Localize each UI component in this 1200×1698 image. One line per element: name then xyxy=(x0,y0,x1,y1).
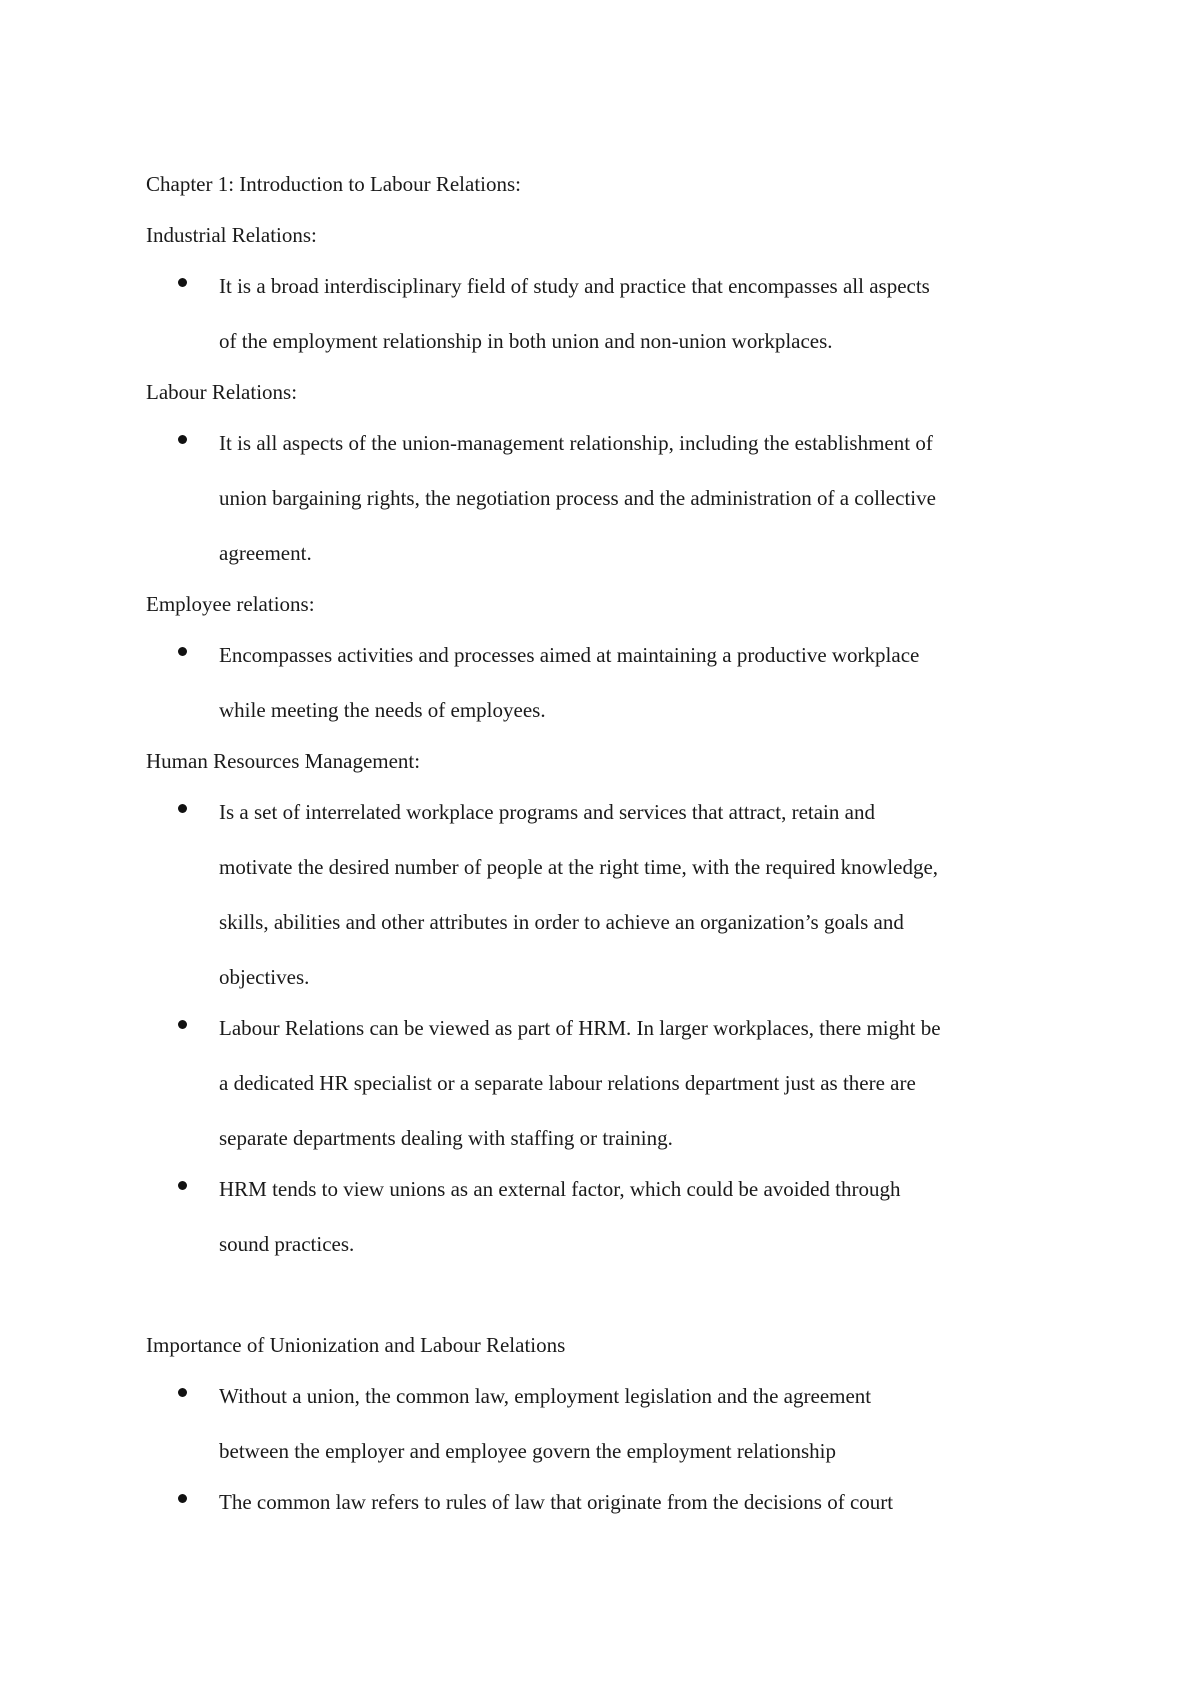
bullet-text-line: while meeting the needs of employees. xyxy=(219,698,546,722)
section-heading-importance-of-unionization: Importance of Unionization and Labour Relations xyxy=(146,1333,566,1357)
bullet-text-line: It is a broad interdisciplinary field of study and practice that encompasses all aspects xyxy=(219,274,930,298)
bullet-text-line: It is all aspects of the union-management relationship, including the establishment of xyxy=(219,431,933,455)
section-heading-industrial-relations: Industrial Relations: xyxy=(146,223,317,247)
bullet-icon xyxy=(178,1492,192,1506)
bullet-text-line: motivate the desired number of people at the right time, with the required knowledge, xyxy=(219,855,939,879)
bullet-text-line: between the employer and employee govern the employment relationship xyxy=(219,1439,836,1463)
section-heading-employee-relations: Employee relations: xyxy=(146,592,315,616)
bullet-text-line: objectives. xyxy=(219,965,310,989)
bullet-text-line: a dedicated HR specialist or a separate labour relations department just as there are xyxy=(219,1071,916,1095)
bullet-text-line: separate departments dealing with staffing or training. xyxy=(219,1126,673,1150)
bullet-text-line: sound practices. xyxy=(219,1232,355,1256)
bullet-text-line: skills, abilities and other attributes in order to achieve an organization’s goals and xyxy=(219,910,904,934)
section-heading-hrm: Human Resources Management: xyxy=(146,749,421,773)
bullet-text-line: Without a union, the common law, employment legislation and the agreement xyxy=(219,1384,872,1408)
bullet-text-line: agreement. xyxy=(219,541,312,565)
bullet-icon xyxy=(178,433,192,447)
bullet-icon xyxy=(178,1179,192,1193)
bullet-text-line: Labour Relations can be viewed as part of HRM. In larger workplaces, there might be xyxy=(219,1016,941,1040)
bullet-icon xyxy=(178,1386,192,1400)
bullet-text-line: Is a set of interrelated workplace programs and services that attract, retain and xyxy=(219,800,875,824)
bullet-text-line: Encompasses activities and processes aimed at maintaining a productive workplace xyxy=(219,643,920,667)
bullet-icon xyxy=(178,645,192,659)
section-heading-labour-relations: Labour Relations: xyxy=(146,380,298,404)
bullet-text-line: The common law refers to rules of law that originate from the decisions of court xyxy=(219,1490,894,1514)
bullet-icon xyxy=(178,1018,192,1032)
bullet-icon xyxy=(178,802,192,816)
bullet-text-line: union bargaining rights, the negotiation process and the administration of a collective xyxy=(219,486,936,510)
bullet-text-line: HRM tends to view unions as an external factor, which could be avoided through xyxy=(219,1177,901,1201)
chapter-title: Chapter 1: Introduction to Labour Relations: xyxy=(146,172,522,196)
bullet-icon xyxy=(178,276,192,290)
bullet-text-line: of the employment relationship in both union and non-union workplaces. xyxy=(219,329,833,353)
